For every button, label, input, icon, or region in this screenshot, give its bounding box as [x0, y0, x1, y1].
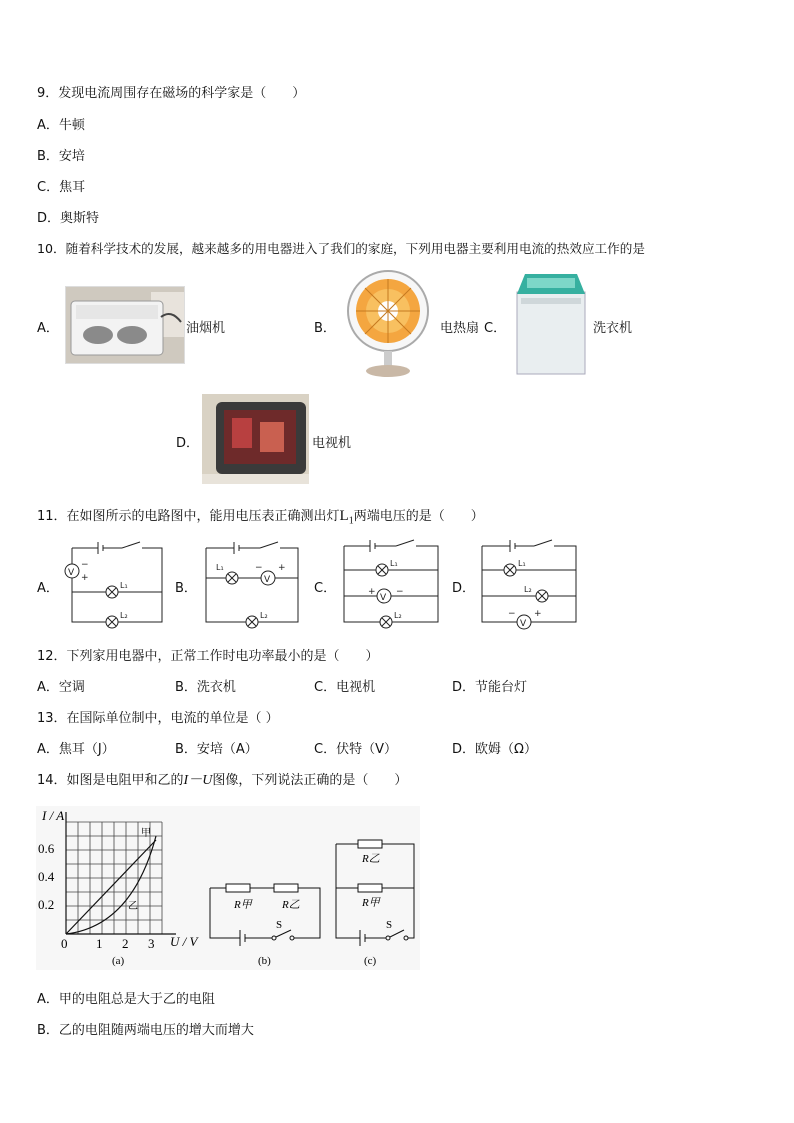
q11-option-c: C． [314, 581, 337, 596]
q11-option-a: A． [37, 581, 59, 596]
q9-option-b: B．安培 [37, 149, 85, 164]
iu-ytick-0-4: 0.4 [38, 869, 55, 884]
q10-option-a-name: 油烟机 [186, 321, 226, 336]
q11-stem [37, 505, 484, 527]
q9-stem: 9．发现电流周围存在磁场的科学家是（ ） [37, 86, 306, 101]
iu-xtick-0: 0 [61, 936, 68, 951]
q10-option-a-letter: A． [37, 321, 59, 336]
q13-option-b: B．安培（A） [175, 742, 258, 757]
circuit-b-diagram [198, 540, 308, 630]
q12-stem: 12．下列家用电器中，正常工作时电功率最小的是（ ） [37, 649, 379, 664]
circuit-d-diagram [476, 538, 586, 630]
circuit-b-voltmeter: V [264, 575, 271, 585]
iu-xtick-3: 3 [148, 936, 155, 951]
range-hood-image [65, 286, 185, 364]
television-image [202, 394, 309, 484]
q11-option-d: D． [452, 581, 476, 596]
circuit-a-l1: L₁ [120, 581, 128, 590]
circuit-d-voltmeter: V [520, 619, 527, 629]
circuit-a-voltmeter: V [68, 568, 75, 578]
circuit-c-r-yi: R乙 [362, 853, 380, 865]
q14-stem-pre: 14．如图是电阻甲和乙的 [37, 773, 184, 788]
circuit-b-l1: L₁ [216, 563, 224, 572]
q14-stem-post: 图像，下列说法正确的是（ ） [212, 773, 408, 788]
q13-option-d: D．欧姆（Ω） [452, 742, 537, 757]
circuit-a-diagram [62, 540, 172, 630]
circuit-d-l2: L₂ [524, 585, 532, 594]
circuit-b-minus: − [255, 563, 263, 573]
circuit-b-plus: + [278, 563, 286, 573]
iu-xlabel: U / V [170, 934, 198, 949]
circuit-c-switch: S [386, 919, 393, 931]
q13-stem: 13．在国际单位制中，电流的单位是（ ） [37, 711, 279, 726]
q14-option-a: A．甲的电阻总是大于乙的电阻 [37, 992, 215, 1007]
q11-stem-post: 两端电压的是（ ） [353, 509, 484, 524]
curve-yi-label: 乙 [128, 901, 138, 912]
circuit-c-l1: L₁ [390, 559, 398, 568]
q13-option-a: A．焦耳（J） [37, 742, 115, 757]
circuit-a-l2: L₂ [120, 611, 128, 620]
circuit-b-switch: S [276, 919, 283, 931]
q9-option-a: A．牛顿 [37, 118, 85, 133]
q11-lamp: L [339, 508, 349, 524]
q10-stem: 10．随着科学技术的发展，越来越多的用电器进入了我们的家庭，下列用电器主要利用电流的热效应工作的是 [37, 241, 645, 256]
circuit-c-voltmeter: V [380, 593, 387, 603]
curve-jia-label: 甲 [141, 828, 151, 839]
circuit-a-minus: − [81, 560, 89, 570]
q10-option-c-name: 洗衣机 [593, 321, 633, 336]
iu-ylabel: I / A [42, 808, 65, 823]
iu-ytick-0-6: 0.6 [38, 841, 55, 856]
q12-option-a: A．空调 [37, 680, 85, 695]
q13-option-c: C．伏特（V） [314, 742, 397, 757]
q10-option-d-letter: D． [176, 436, 200, 451]
electric-heater-image [338, 267, 438, 381]
q12-option-c: C．电视机 [314, 680, 376, 695]
iu-xtick-2: 2 [122, 936, 129, 951]
q14-figure [36, 806, 420, 970]
q10-option-b-letter: B． [314, 321, 336, 336]
circuit-b-l2: L₂ [260, 611, 268, 620]
q10-option-b-name: 电热扇 [440, 321, 480, 336]
q14-stem [37, 769, 407, 789]
subfig-b-caption: (b) [258, 955, 271, 967]
circuit-c-minus: − [396, 587, 404, 597]
q11-lamp-sub: 1 [348, 515, 354, 527]
iu-xtick-1: 1 [96, 936, 103, 951]
circuit-b-r-jia: R甲 [234, 899, 252, 911]
circuit-c-l2: L₂ [394, 611, 402, 620]
washing-machine-image [511, 272, 591, 376]
q9-option-c: C．焦耳 [37, 180, 86, 195]
q11-option-b: B． [175, 581, 197, 596]
circuit-d-l1: L₁ [518, 559, 526, 568]
subfig-c-caption: (c) [364, 955, 377, 967]
circuit-a-plus: + [81, 573, 89, 583]
subfig-a-caption: (a) [112, 955, 125, 967]
circuit-c-plus: + [368, 587, 376, 597]
circuit-c-r-jia: R甲 [362, 897, 380, 909]
circuit-c-diagram [338, 538, 448, 630]
q12-option-b: B．洗衣机 [175, 680, 236, 695]
q14-option-b: B．乙的电阻随两端电压的增大而增大 [37, 1023, 254, 1038]
q10-option-d-name: 电视机 [312, 436, 352, 451]
iu-ytick-0-2: 0.2 [38, 897, 55, 912]
circuit-d-minus: − [508, 609, 516, 619]
q10-option-c-letter: C． [484, 321, 507, 336]
q12-option-d: D．节能台灯 [452, 680, 528, 695]
q14-stem-math: I－U [183, 773, 213, 788]
circuit-b-r-yi: R乙 [282, 899, 300, 911]
q9-option-d: D．奥斯特 [37, 211, 100, 226]
circuit-d-plus: + [534, 609, 542, 619]
q11-stem-pre: 11．在如图所示的电路图中，能用电压表正确测出灯 [37, 509, 340, 524]
